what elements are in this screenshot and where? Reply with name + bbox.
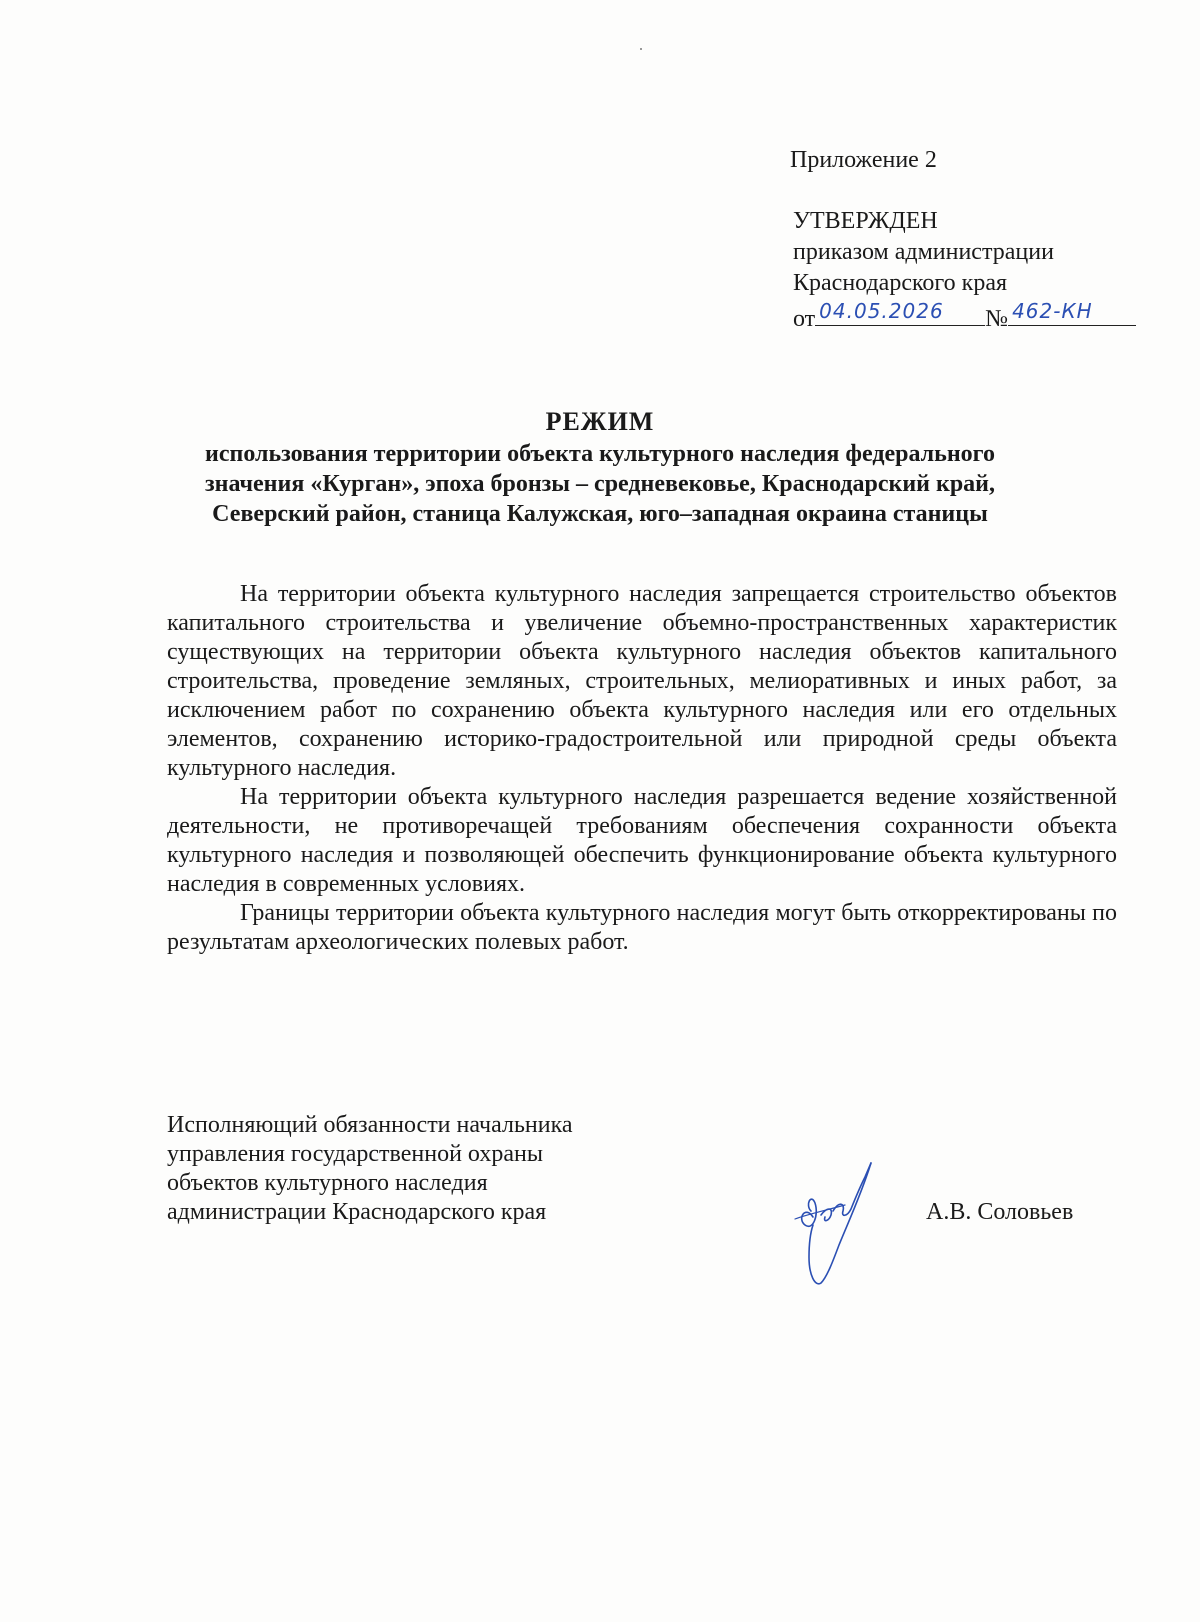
number-label: № <box>985 306 1009 332</box>
scan-speck <box>640 48 642 50</box>
title-line-3: Северский район, станица Калужская, юго–западная окраина станицы <box>212 501 988 527</box>
document-body <box>167 580 1117 957</box>
from-label: от <box>793 306 816 332</box>
handwritten-number: 462-КН <box>1012 299 1093 323</box>
title-main: РЕЖИМ <box>545 407 655 436</box>
number-fill-line <box>1008 299 1136 326</box>
body-paragraph-3: Границы территории объекта культурного наследия могут быть откорректированы по результатам археологических полевых работ. <box>167 900 1117 955</box>
handwritten-date: 04.05.2026 <box>819 299 944 323</box>
annex-label: Приложение 2 <box>790 147 937 173</box>
signatory-name: А.В. Соловьев <box>926 1199 1074 1225</box>
approved-region: Краснодарского края <box>793 270 1008 296</box>
document-title <box>150 407 1050 529</box>
position-line-2: управления государственной охраны <box>167 1141 543 1167</box>
position-line-3: объектов культурного наследия <box>167 1170 488 1196</box>
title-line-2: значения «Курган», эпоха бронзы – средневековье, Краснодарский край, <box>204 471 996 497</box>
approval-block <box>793 206 1163 335</box>
title-line-1: использования территории объекта культурного наследия федерального <box>205 441 995 467</box>
approved-by-order: приказом администрации <box>793 239 1054 265</box>
position-line-1: Исполняющий обязанности начальника <box>167 1112 573 1138</box>
position-line-4: администрации Краснодарского края <box>167 1199 547 1225</box>
date-fill-line <box>815 299 985 326</box>
order-date-number-line <box>793 299 1163 335</box>
body-paragraph-2: На территории объекта культурного наследия разрешается ведение хозяйственной деятельности, не противоречащей требованиям обеспечения сохранности объекта культурного наследия и позволяющей обеспечить функционирование объекта культурного наследия в современных условиях. <box>167 784 1117 897</box>
body-paragraph-1: На территории объекта культурного наследия запрещается строительство объектов капитального строительства и увеличение объемно-пространственных характеристик существующих на территории объекта культурного наследия объектов капитального строительства, проведение земляных, строительных, мелиоративных и иных работ, за исключением работ по сохранению объекта культурного наследия или его отдельных элементов, сохранению историко-градостроительной или природной среды объекта культурного наследия. <box>167 581 1117 781</box>
approved-heading: УТВЕРЖДЕН <box>793 208 938 234</box>
handwritten-signature <box>775 1145 895 1285</box>
signatory-position <box>167 1111 687 1227</box>
